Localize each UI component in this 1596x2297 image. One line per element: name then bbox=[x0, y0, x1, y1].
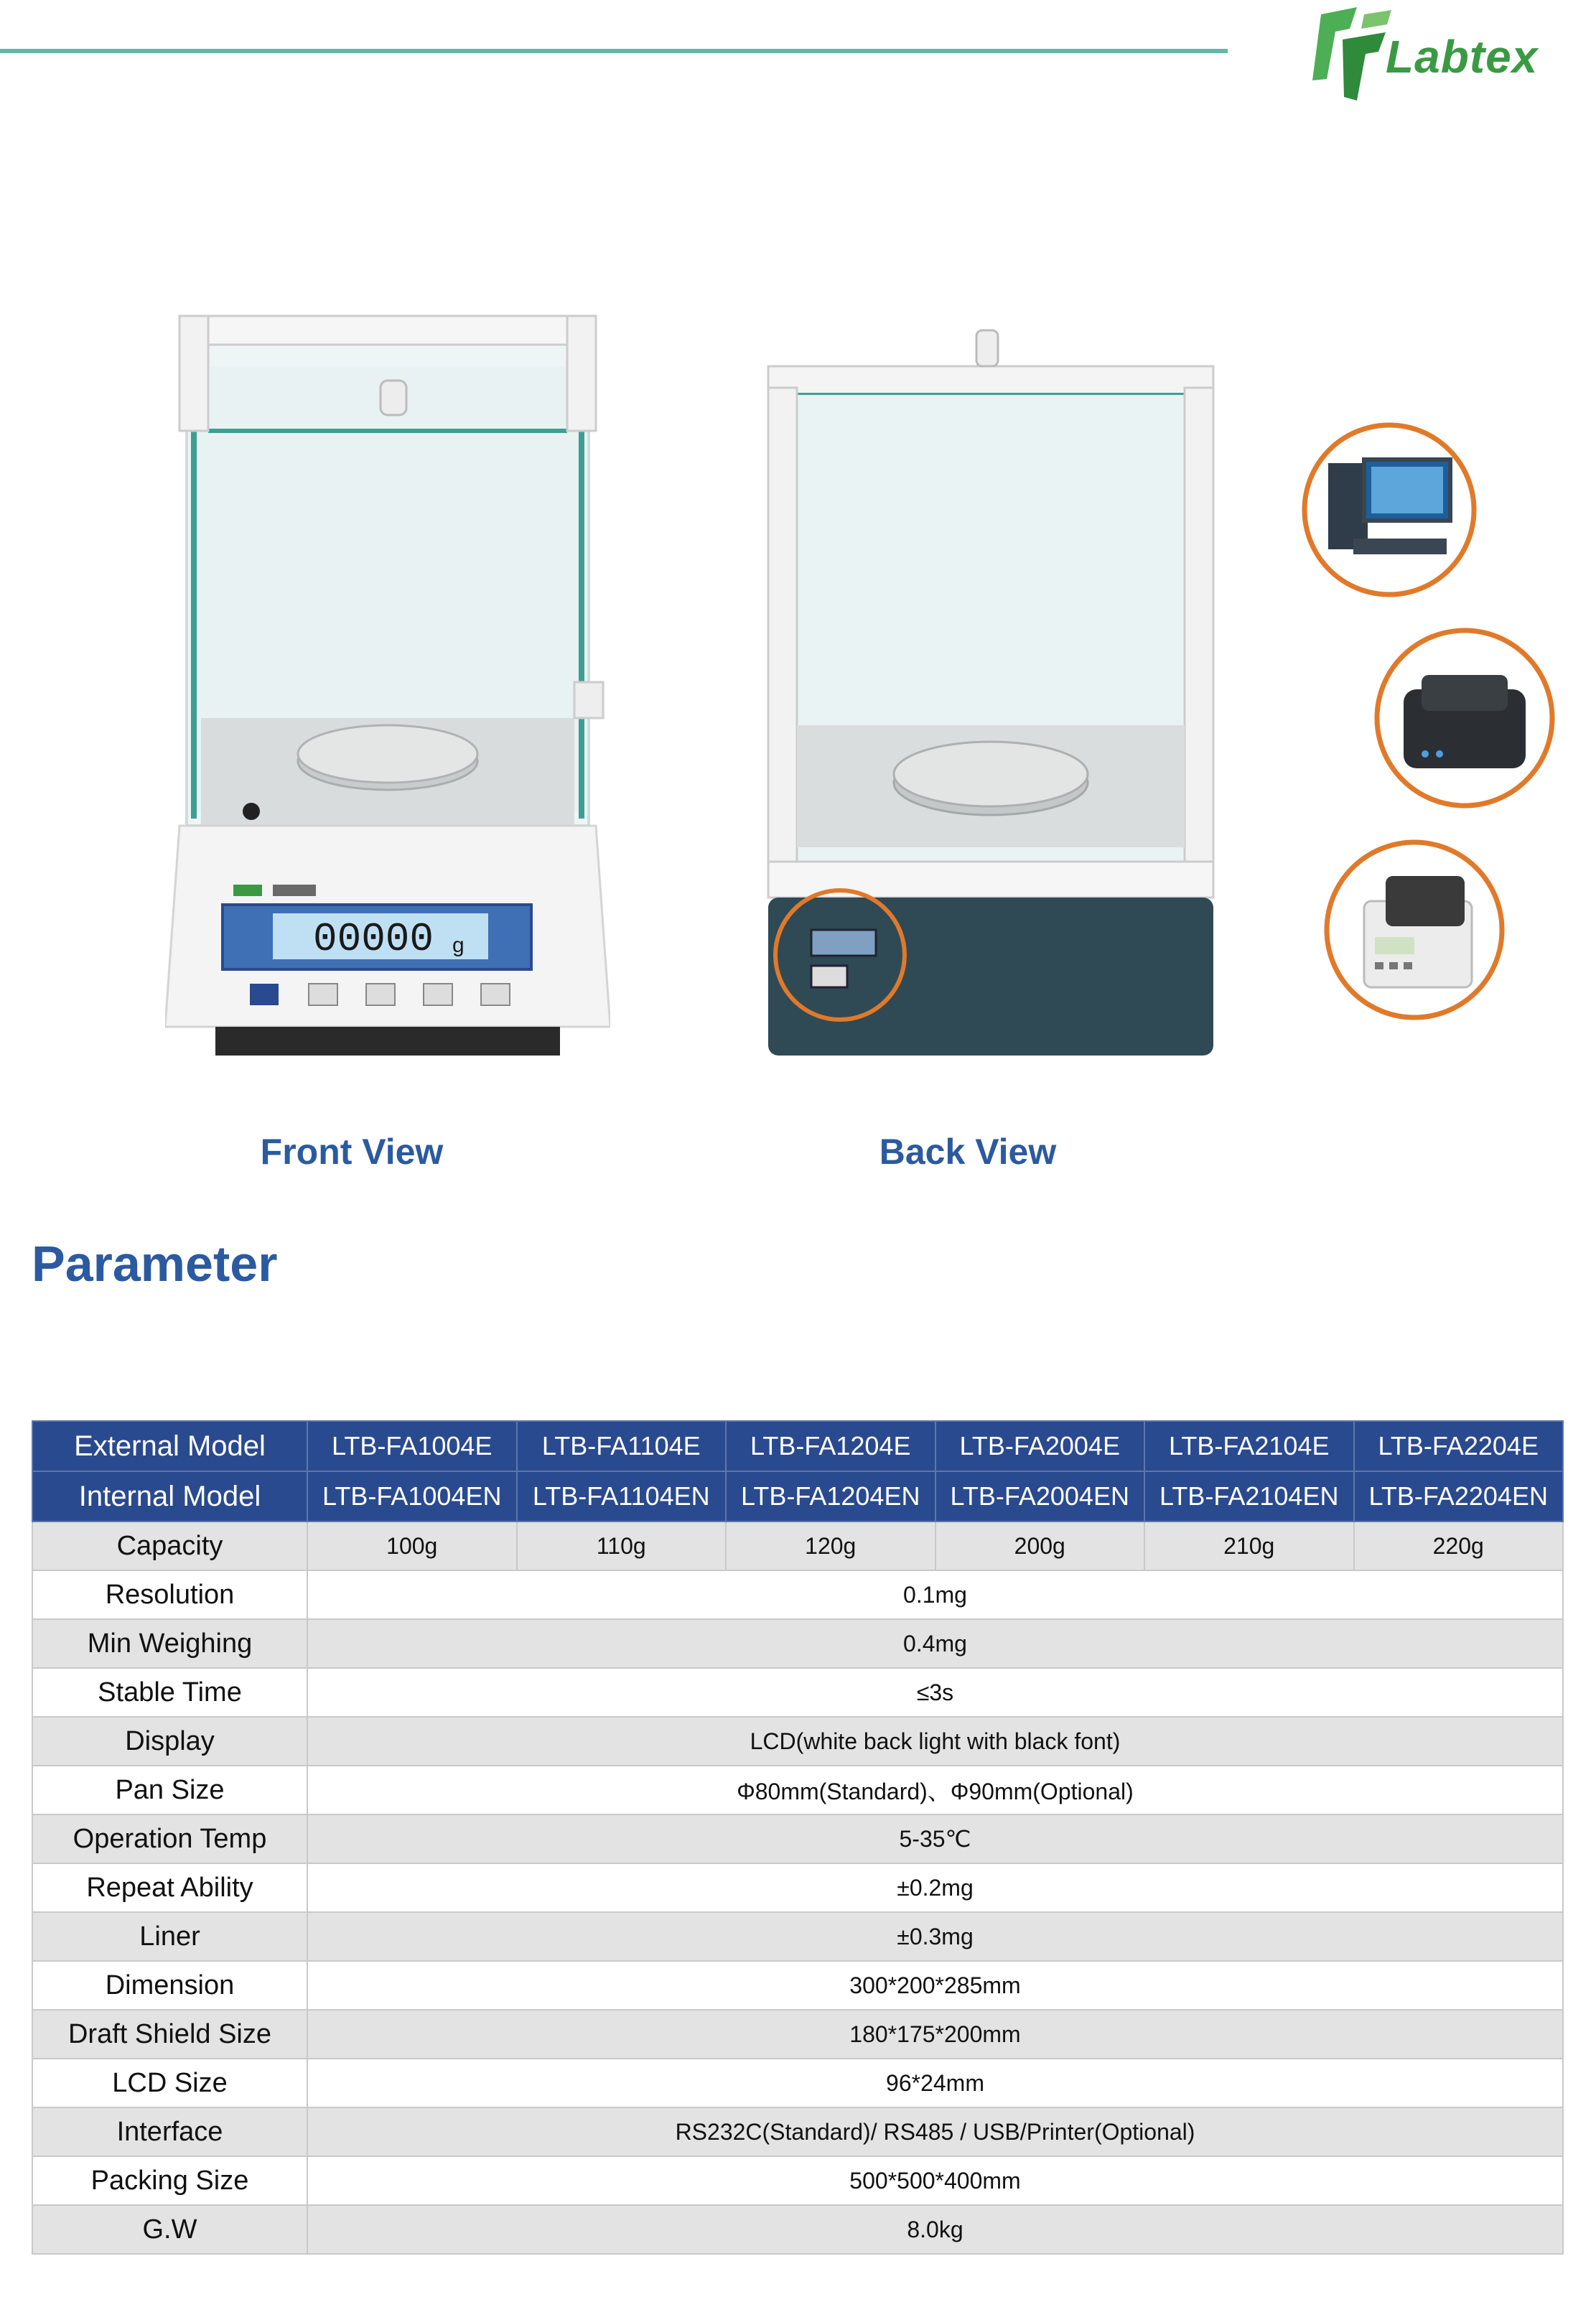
table-cell: LTB-FA2204EN bbox=[1354, 1471, 1564, 1522]
printer-icon bbox=[1371, 625, 1558, 811]
row-label: Pan Size bbox=[32, 1766, 307, 1814]
table-cell: 110g bbox=[517, 1522, 727, 1570]
table-cell: ≤3s bbox=[307, 1668, 1563, 1717]
table-row bbox=[32, 2205, 1563, 2254]
table-cell: 5-35℃ bbox=[307, 1814, 1563, 1863]
table-cell: 300*200*285mm bbox=[307, 1961, 1563, 2010]
external-model-row bbox=[32, 1421, 1563, 1471]
row-label: Internal Model bbox=[32, 1471, 307, 1522]
table-row bbox=[32, 2156, 1563, 2205]
table-cell: LTB-FA1104EN bbox=[517, 1471, 727, 1522]
header-divider bbox=[0, 49, 1228, 53]
mini-printer-icon bbox=[1321, 837, 1508, 1023]
row-label: Packing Size bbox=[32, 2156, 307, 2205]
table-row bbox=[32, 1570, 1563, 1619]
computer-icon bbox=[1299, 420, 1479, 600]
table-cell: LTB-FA1204E bbox=[726, 1421, 935, 1471]
table-row bbox=[32, 1912, 1563, 1961]
front-view-caption: Front View bbox=[260, 1132, 444, 1172]
display-readout: 00000 bbox=[312, 916, 434, 962]
row-label: Resolution bbox=[32, 1570, 307, 1619]
table-cell: 210g bbox=[1144, 1522, 1354, 1570]
table-row bbox=[32, 2059, 1563, 2107]
row-label: LCD Size bbox=[32, 2059, 307, 2107]
table-row bbox=[32, 1668, 1563, 1717]
section-title: Parameter bbox=[32, 1236, 278, 1292]
internal-model-row bbox=[32, 1471, 1563, 1522]
table-cell: 200g bbox=[935, 1522, 1145, 1570]
table-cell: RS232C(Standard)/ RS485 / USB/Printer(Optional) bbox=[307, 2107, 1563, 2156]
table-cell: LTB-FA2004EN bbox=[935, 1471, 1145, 1522]
row-label: Repeat Ability bbox=[32, 1863, 307, 1912]
table-cell: LTB-FA2104E bbox=[1144, 1421, 1354, 1471]
table-cell: LTB-FA2204E bbox=[1354, 1421, 1564, 1471]
table-cell: LCD(white back light with black font) bbox=[307, 1717, 1563, 1766]
back-view-image bbox=[754, 323, 1228, 1070]
back-view-caption: Back View bbox=[879, 1132, 1057, 1172]
logo-text: Labtex bbox=[1386, 31, 1539, 83]
row-label: Display bbox=[32, 1717, 307, 1766]
table-cell: LTB-FA2104EN bbox=[1144, 1471, 1354, 1522]
row-label: Stable Time bbox=[32, 1668, 307, 1717]
table-cell: 96*24mm bbox=[307, 2059, 1563, 2107]
table-cell: LTB-FA2004E bbox=[935, 1421, 1145, 1471]
table-cell: LTB-FA1004E bbox=[307, 1421, 517, 1471]
table-row bbox=[32, 1717, 1563, 1766]
table-cell: 8.0kg bbox=[307, 2205, 1563, 2254]
parameter-table bbox=[32, 1420, 1564, 2255]
table-cell: ±0.3mg bbox=[307, 1912, 1563, 1961]
table-row bbox=[32, 1766, 1563, 1814]
row-label: Capacity bbox=[32, 1522, 307, 1570]
row-label: G.W bbox=[32, 2205, 307, 2254]
row-label: Operation Temp bbox=[32, 1814, 307, 1863]
table-cell: LTB-FA1204EN bbox=[726, 1471, 935, 1522]
front-view-image bbox=[165, 302, 610, 1077]
table-row bbox=[32, 1619, 1563, 1668]
labtex-logo bbox=[1307, 0, 1579, 108]
table-cell: 220g bbox=[1354, 1522, 1564, 1570]
table-row bbox=[32, 2107, 1563, 2156]
table-row bbox=[32, 1863, 1563, 1912]
table-cell: 0.4mg bbox=[307, 1619, 1563, 1668]
row-label: Min Weighing bbox=[32, 1619, 307, 1668]
row-label: Dimension bbox=[32, 1961, 307, 2010]
table-cell: ±0.2mg bbox=[307, 1863, 1563, 1912]
table-cell: 180*175*200mm bbox=[307, 2010, 1563, 2059]
table-cell: Φ80mm(Standard)、Φ90mm(Optional) bbox=[307, 1766, 1563, 1814]
row-label: Draft Shield Size bbox=[32, 2010, 307, 2059]
table-row bbox=[32, 1814, 1563, 1863]
row-label: Interface bbox=[32, 2107, 307, 2156]
capacity-row bbox=[32, 1522, 1563, 1570]
row-label: External Model bbox=[32, 1421, 307, 1471]
table-row bbox=[32, 1961, 1563, 2010]
table-cell: 120g bbox=[726, 1522, 935, 1570]
row-label: Liner bbox=[32, 1912, 307, 1961]
table-cell: LTB-FA1004EN bbox=[307, 1471, 517, 1522]
table-cell: 100g bbox=[307, 1522, 517, 1570]
table-cell: LTB-FA1104E bbox=[517, 1421, 727, 1471]
table-cell: 0.1mg bbox=[307, 1570, 1563, 1619]
table-cell: 500*500*400mm bbox=[307, 2156, 1563, 2205]
display-unit: g bbox=[452, 933, 465, 957]
table-row bbox=[32, 2010, 1563, 2059]
